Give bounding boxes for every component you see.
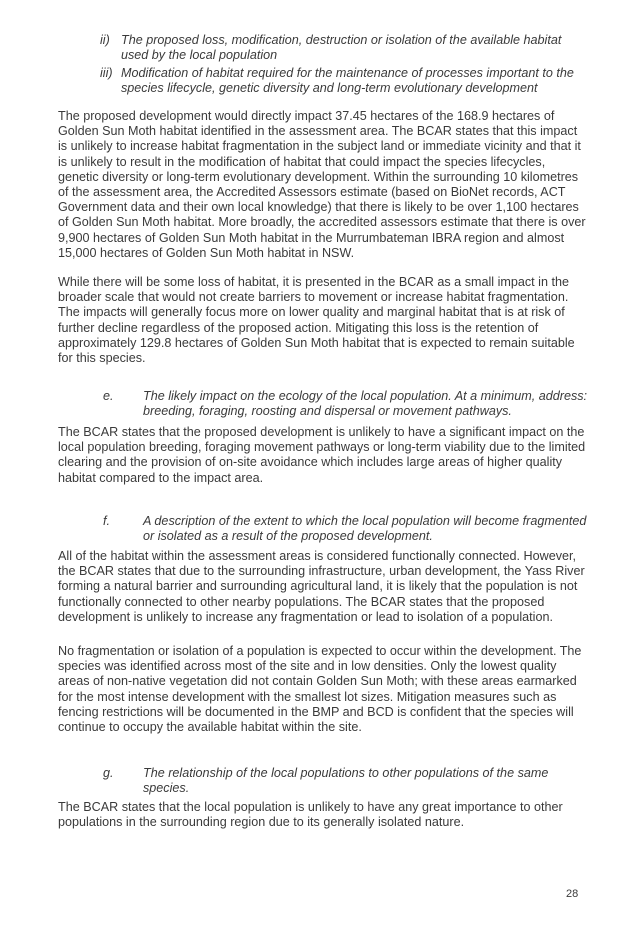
sub-item-number: iii)	[100, 66, 113, 80]
body-paragraph: No fragmentation or isolation of a population is expected to occur within the development. The species was identified across most of the site and in low densities. Only the lowest quality areas of non-native vegetation did not contain Golden Sun Moth; with these areas earmarked for the most intense development with the smallest lot sizes. Mitigation measures such as fencing restrictions will be documented in the BMP and BCD is confident that the species will continue to occupy the available habitat within the site.	[58, 644, 582, 735]
criterion-text: The relationship of the local populations to other populations of the same species.	[143, 766, 549, 796]
criterion-letter: f.	[103, 514, 110, 528]
criterion-text: The likely impact on the ecology of the local population. At a minimum, address: breeding, foraging, roosting and dispersal or movement pathways.	[143, 389, 588, 419]
criterion-letter: e.	[103, 389, 114, 403]
sub-item-text: Modification of habitat required for the maintenance of processes important to the species lifecycle, genetic diversity and long-term evolutionary development	[121, 66, 574, 96]
body-paragraph: While there will be some loss of habitat, it is presented in the BCAR as a small impact in the broader scale that would not create barriers to movement or increase habitat fragmentation. The impacts will generally focus more on lower quality and marginal habitat that is at risk of further decline regardless of the proposed action. Mitigating this loss is the retention of approximately 129.8 hectares of Golden Sun Moth habitat that is expected to remain suitable for this species.	[58, 275, 575, 366]
sub-item-text: The proposed loss, modification, destruction or isolation of the available habitat used by the local population	[121, 33, 562, 63]
body-paragraph: The proposed development would directly impact 37.45 hectares of the 168.9 hectares of Golden Sun Moth habitat identified in the assessment area. The BCAR states that this impact is unlikely to increase habitat fragmentation in the subject land or immediate vicinity and that it is unlikely to result in the modification of habitat that could impact the species lifecycles, genetic diversity or long-term evolutionary development. Within the surrounding 10 kilometres of the assessment area, the Accredited Assessors estimate (based on BioNet records, ACT Government data and their own local knowledge) that there is likely to be over 1,100 hectares of Golden Sun Moth habitat. More broadly, the accredited assessors estimate that there is over 9,900 hectares of Golden Sun Moth habitat in the Murrumbateman IBRA region and almost 15,000 hectares of Golden Sun Moth habitat in NSW.	[58, 109, 586, 260]
body-paragraph: All of the habitat within the assessment areas is considered functionally connected. However, the BCAR states that due to the surrounding infrastructure, urban development, the Yass River forming a natural barrier and surrounding agricultural land, it is likely that the population is not functionally connected to other nearby populations. The BCAR states that the proposed development is unlikely to increase any fragmentation or lead to isolation of a population.	[58, 549, 585, 624]
body-paragraph: The BCAR states that the local population is unlikely to have any great importance to other populations in the surrounding region due to its generally isolated nature.	[58, 800, 563, 830]
body-paragraph: The BCAR states that the proposed development is unlikely to have a significant impact on the local population breeding, foraging movement pathways or long-term viability due to the limited clearing and the provision of on-site avoidance which includes large areas of higher quality habitat compared to the impact area.	[58, 425, 586, 485]
sub-item-number: ii)	[100, 33, 110, 47]
page-number: 28	[566, 888, 579, 900]
criterion-letter: g.	[103, 766, 114, 780]
criterion-text: A description of the extent to which the local population will become fragmented or isolated as a result of the proposed development.	[143, 514, 587, 544]
